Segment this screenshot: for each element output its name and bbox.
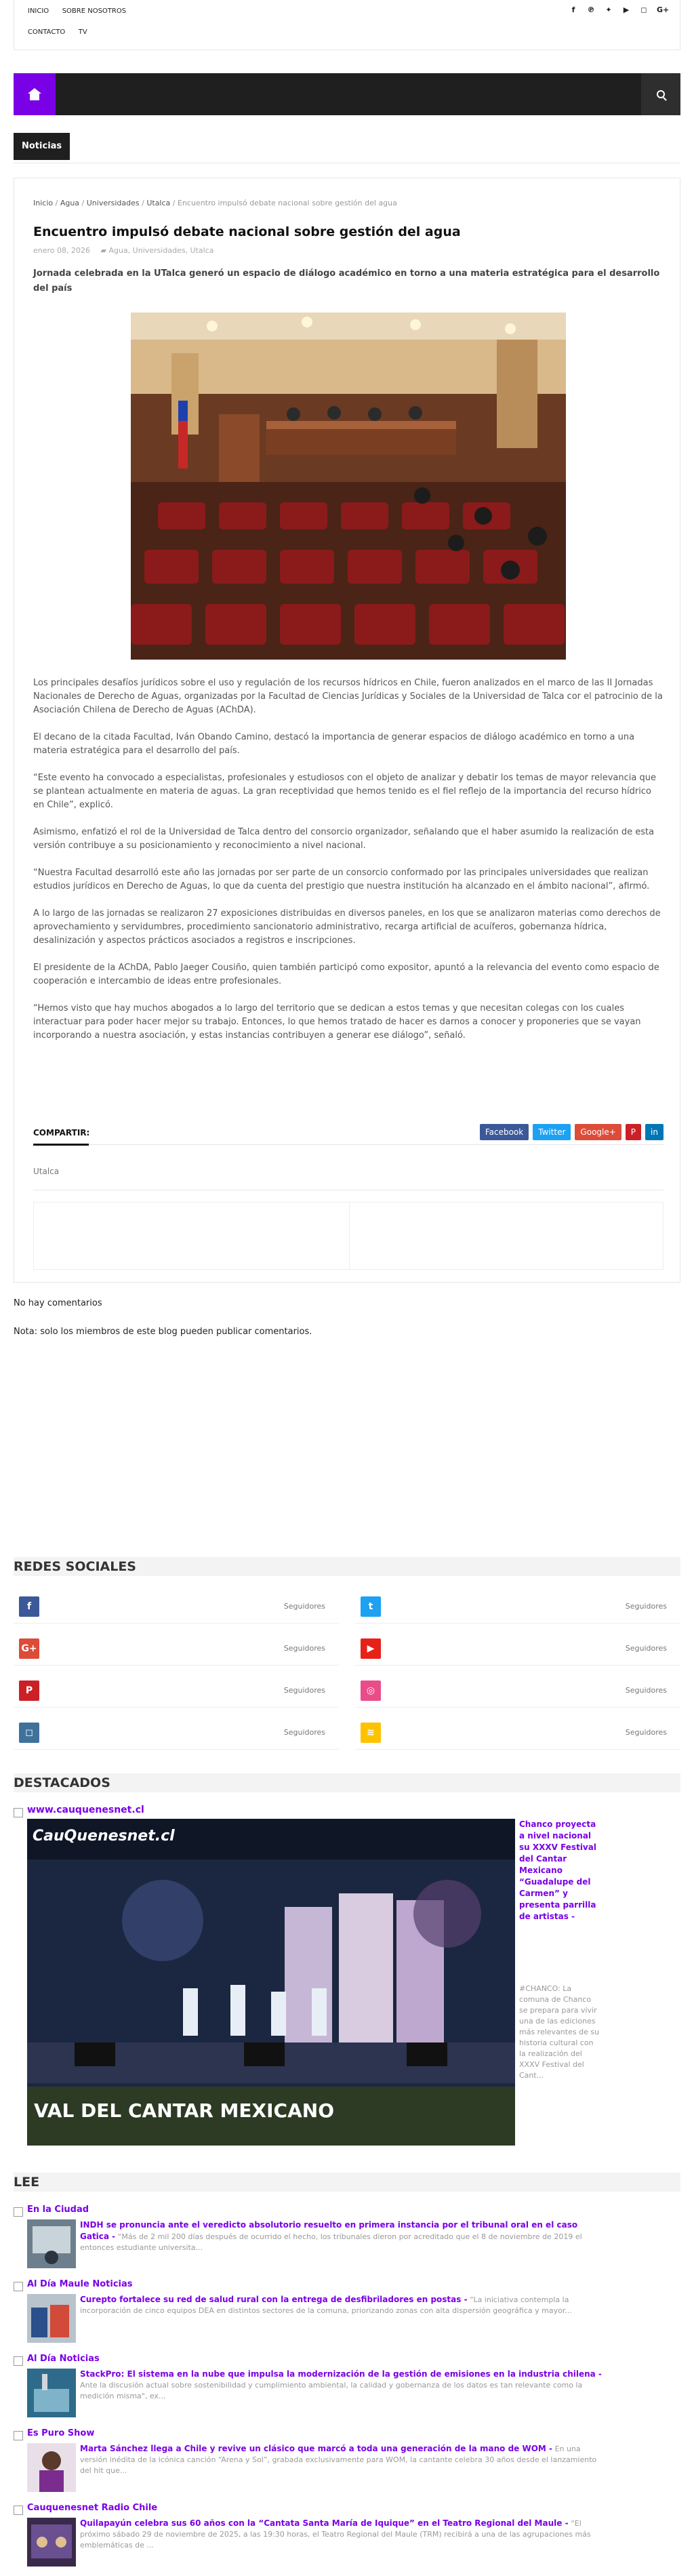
bullet-box <box>14 2505 23 2515</box>
lee-text <box>80 2294 609 2316</box>
lee-text <box>80 2369 609 2402</box>
post-meta <box>33 246 214 255</box>
post-paragraph: El presidente de la AChDA, Pablo Jaeger Cousiño, quien también participó como expositor, apuntó a la relevancia del evento como espacio de cooperación e intercambio de ideas entre profesionales. <box>33 963 659 986</box>
lee-thumbnail[interactable] <box>27 2518 76 2567</box>
post-paragraph: Asimismo, enfatizó el rol de la Universidad de Talca dentro del consorcio organizador, señalando que el haber asumido la realización de esta versión contribuye a su posicionamiento y reconocimiento a nivel nacional. <box>33 827 655 851</box>
post-paragraph: Los principales desafíos jurídicos sobre el uso y regulación de los recursos hídricos en Chile, fueron analizados en el marco de las II Jornadas Nacionales de Derecho de Aguas, organizadas por la Facultad de Ciencias Jurídicas y Sociales de la Universidad de Talca cor el patrocinio de la Asociación Chilena de Derecho de Aguas (AChDA). <box>33 678 663 715</box>
share-label: COMPARTIR: <box>33 1128 90 1138</box>
facebook-icon[interactable]: f <box>571 5 575 14</box>
social-item-rss[interactable] <box>355 1716 680 1750</box>
followers-label: Seguidores <box>283 1686 325 1695</box>
share-linkedin-button[interactable]: in <box>645 1124 664 1140</box>
followers-label: Seguidores <box>625 1686 667 1695</box>
social-item-pinterest[interactable] <box>14 1674 339 1708</box>
instagram-icon[interactable]: ◻ <box>640 5 647 14</box>
twitter-icon: t <box>361 1596 381 1617</box>
pinterest-icon: P <box>19 1681 39 1701</box>
lee-headline[interactable]: Curepto fortalece su red de salud rural con la entrega de desfibriladores en postas - <box>80 2295 468 2304</box>
post-tag[interactable]: Utalca <box>33 1167 60 1176</box>
followers-label: Seguidores <box>283 1728 325 1737</box>
lee-summary: “Más de 2 mil 200 días después de ocurrido el hecho, los tribunales dieron por acreditado que el 8 de noviembre de 2019 el entonces estudiante universita... <box>80 2232 582 2252</box>
followers-label: Seguidores <box>625 1602 667 1611</box>
post-lead: Jornada celebrada en la UTalca generó un espacio de diálogo académico en torno a una materia estratégica para el desarrollo del país <box>33 268 660 294</box>
search-icon <box>657 90 665 98</box>
lee-thumbnail[interactable] <box>27 2219 76 2268</box>
social-item-youtube[interactable] <box>355 1632 680 1666</box>
watermark-text: CauQuenesnet.cl <box>33 1828 175 1845</box>
lee-text <box>80 2219 609 2253</box>
post-image <box>131 313 566 660</box>
instagram-icon: ◻ <box>19 1723 39 1743</box>
post-paragraph: “Hemos visto que hay muchos abogados a lo largo del territorio que se dedican a estos temas y que necesitan colegas con los cuales interactuar para poder hacer mejor su trabajo. Entonces, lo que hemos tratado de hacer es darnos a conocer y proponeries que se vayan incorporando a nuestra asociación, y estas instancias contribuyen a generar ese diálogo”, señaló. <box>33 1003 641 1041</box>
top-bar <box>14 0 680 50</box>
youtube-icon[interactable]: ▶ <box>623 5 630 14</box>
google-plus-icon[interactable]: G+ <box>657 5 670 14</box>
social-item-instagram[interactable] <box>14 1716 339 1750</box>
breadcrumb-current: Encuentro impulsó debate nacional sobre gestión del agua <box>177 199 397 207</box>
dribbble-icon: ◎ <box>361 1681 381 1701</box>
breadcrumb-universidades[interactable]: Universidades <box>86 199 140 207</box>
bullet-box <box>14 1808 23 1817</box>
section-tag-noticias[interactable]: Noticias <box>14 133 70 160</box>
share-pinterest-button[interactable]: P <box>626 1124 641 1140</box>
lee-text <box>80 2443 609 2476</box>
destacado-summary: #CHANCO: La comuna de Chanco se prepara para vivir una de las ediciones más relevantes de su historia cultural con la realización del XXXV Festival del Cant... <box>519 1984 600 2080</box>
destacado-headline[interactable]: Chanco proyecta a nivel nacional su XXXV Festival del Cantar Mexicano “Guadalupe del Carmen” y presenta parrilla de artistas - <box>519 1819 596 1921</box>
post-paragraph: El decano de la citada Facultad, Iván Obando Camino, destacó la importancia de generar espacios de diálogo académico en torno a una materia estratégica para el desarrollo del país. <box>33 732 635 756</box>
section-title: LEE <box>14 2175 40 2190</box>
top-links-row2 <box>28 27 98 36</box>
lee-thumbnail[interactable] <box>27 2443 76 2492</box>
breadcrumb-agua[interactable]: Agua <box>60 199 80 207</box>
followers-label: Seguidores <box>283 1602 325 1611</box>
social-item-twitter[interactable] <box>355 1590 680 1624</box>
lee-text <box>80 2518 609 2551</box>
post-container <box>14 178 680 1283</box>
bullet-box <box>14 2431 23 2440</box>
share-buttons <box>480 1124 664 1140</box>
facebook-icon: f <box>19 1596 39 1617</box>
breadcrumb: Inicio / Agua / Universidades / Utalca / Encuentro impulsó debate nacional sobre gestión del agua <box>33 199 397 207</box>
social-item-facebook[interactable] <box>14 1590 339 1624</box>
followers-label: Seguidores <box>625 1728 667 1737</box>
bullet-box <box>14 2282 23 2291</box>
no-comments-text: No hay comentarios <box>14 1298 102 1308</box>
pinterest-icon[interactable]: ℗ <box>587 5 595 14</box>
main-nav <box>14 73 680 115</box>
top-social-icons <box>569 5 670 14</box>
share-row <box>33 1124 664 1144</box>
breadcrumb-inicio[interactable]: Inicio <box>33 199 54 207</box>
home-icon <box>27 88 42 100</box>
destacado-source-link[interactable]: www.cauquenesnet.cl <box>27 1805 144 1815</box>
section-title: REDES SOCIALES <box>14 1559 136 1574</box>
lee-source-link[interactable]: En la Ciudad <box>27 2205 89 2215</box>
top-link-inicio[interactable]: INICIO <box>28 7 49 15</box>
share-divider <box>33 1144 664 1145</box>
lee-summary: Ante la discusión actual sobre sostenibilidad y cumplimiento ambiental, la calidad y gobernanza de los datos es tan relevante como la medición misma", ex... <box>80 2381 583 2400</box>
breadcrumb-utalca[interactable]: Utalca <box>146 199 171 207</box>
rss-icon: ≋ <box>361 1723 381 1743</box>
followers-label: Seguidores <box>625 1644 667 1653</box>
bullet-box <box>14 2207 23 2217</box>
folder-icon: ▰ <box>100 246 106 255</box>
lee-source-link[interactable]: Al Día Noticias <box>27 2354 100 2364</box>
related-posts-box <box>33 1202 664 1270</box>
post-body <box>33 677 664 1056</box>
lee-headline[interactable]: Marta Sánchez llega a Chile y revive un clásico que marcó a toda una generación de la mano de WOM - <box>80 2444 553 2453</box>
lee-summary: “El próximo sábado 29 de noviembre de 2025, a las 19:30 horas, el Teatro Regional del Maule (TRM) recibirá a una de las agrupaciones más emblemáticas de ... <box>80 2519 591 2550</box>
top-link-contacto[interactable]: CONTACTO <box>28 28 66 36</box>
top-link-tv[interactable]: TV <box>78 28 87 36</box>
lee-source-link[interactable]: Es Puro Show <box>27 2428 95 2438</box>
lee-headline[interactable]: INDH se pronuncia ante el veredicto absolutorio resuelto en primera instancia por el tribunal oral en el caso Gatica - <box>80 2220 578 2241</box>
social-item-google-plus[interactable] <box>14 1632 339 1666</box>
top-link-sobre-nosotros[interactable]: SOBRE NOSOTROS <box>62 7 127 15</box>
comments-note: Nota: solo los miembros de este blog pueden publicar comentarios. <box>14 1327 312 1337</box>
search-button[interactable] <box>641 73 680 115</box>
share-twitter-button[interactable]: Twitter <box>533 1124 571 1140</box>
post-paragraph: “Nuestra Facultad desarrolló este año las jornadas por ser parte de un consorcio conformado por las principales universidades que realizan estudios jurídicos en Derecho de Aguas, lo que da cuenta del prestigio que nuestra institución ha alcanzado en el ámbito nacional”, afirmó. <box>33 868 650 891</box>
google-plus-icon: G+ <box>19 1638 39 1659</box>
lee-thumbnail[interactable] <box>27 2294 76 2343</box>
share-google-plus-button[interactable]: Google+ <box>575 1124 621 1140</box>
stage-banner-text: VAL DEL CANTAR MEXICANO <box>34 2099 334 2122</box>
social-item-dribbble[interactable] <box>355 1674 680 1708</box>
lee-summary: En una versión inédita de la icónica canción “Arena y Sol”, grabada exclusivamente para WOM, la cantante celebra 30 años desde el lanzamiento del hit que... <box>80 2444 597 2475</box>
share-facebook-button[interactable]: Facebook <box>480 1124 529 1140</box>
youtube-icon: ▶ <box>361 1638 381 1659</box>
lee-source-link[interactable]: Al Día Maule Noticias <box>27 2279 133 2289</box>
destacados-heading <box>14 1773 680 1792</box>
top-links <box>28 5 231 18</box>
redes-sociales-heading <box>14 1557 680 1576</box>
post-categories[interactable]: Agua, Universidades, Utalca <box>108 246 214 255</box>
home-button[interactable] <box>14 73 56 115</box>
followers-label: Seguidores <box>283 1644 325 1653</box>
bullet-box <box>14 2356 23 2366</box>
destacado-image[interactable] <box>27 1819 515 2146</box>
twitter-icon[interactable]: ✦ <box>605 5 612 14</box>
lee-summary: “La iniciativa contempla la incorporación de cinco equipos DEA en distintos sectores de la comuna, priorizando zonas con alta dispersión geográfica y mayor... <box>80 2295 572 2315</box>
post-title: Encuentro impulsó debate nacional sobre gestión del agua <box>33 224 461 239</box>
lee-heading <box>14 2173 680 2192</box>
lee-thumbnail[interactable] <box>27 2369 76 2417</box>
lee-headline[interactable]: Quilapayún celebra sus 60 años con la “Cantata Santa María de Iquique” en el Teatro Regional del Maule - <box>80 2518 569 2528</box>
post-paragraph: A lo largo de las jornadas se realizaron 27 exposiciones distribuidas en diversos paneles, en los que se analizaron materias como derechos de aprovechamiento y servidumbres, procedimiento sancionatorio administrativo, recarga artificial de acuíferos, gobernanza hídrica, desalinización y aspectos prácticos asociados a registros e inscripciones. <box>33 908 661 946</box>
post-paragraph: “Este evento ha convocado a especialistas, profesionales y estudiosos con el objeto de analizar y debatir los temas de mayor relevancia que se plantean actualmente en materia de aguas. La gran receptividad que hemos tenido es el fiel reflejo de la importancia del recurso hídrico en Chile”, explicó. <box>33 773 656 810</box>
section-title: DESTACADOS <box>14 1775 110 1790</box>
lee-source-link[interactable]: Cauquenesnet Radio Chile <box>27 2503 158 2513</box>
post-date: enero 08, 2026 <box>33 246 90 255</box>
lee-headline[interactable]: StackPro: El sistema en la nube que impulsa la modernización de la gestión de emisiones en la industria chilena - <box>80 2369 602 2379</box>
